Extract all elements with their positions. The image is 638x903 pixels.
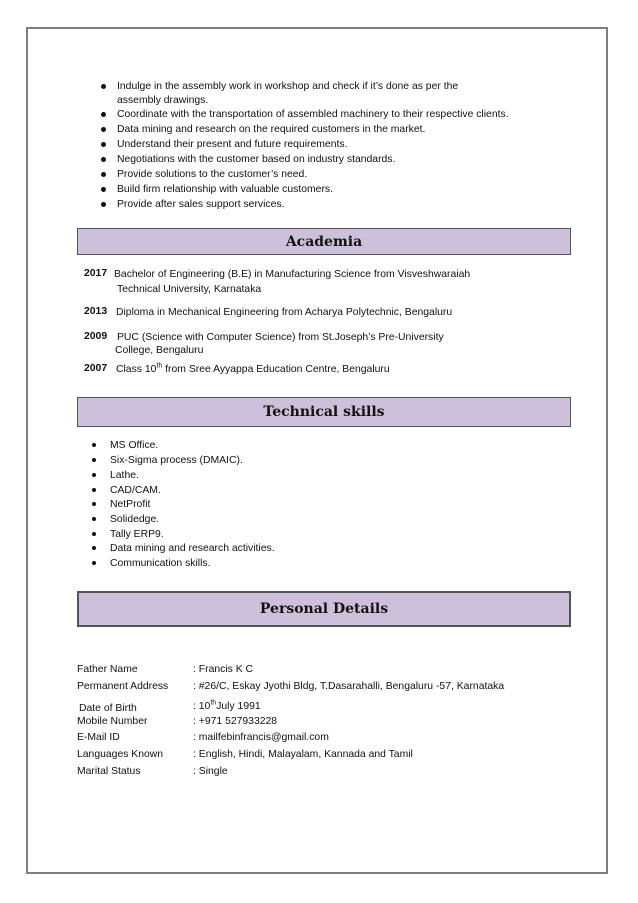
academia-year: 2017 — [84, 268, 108, 279]
bullet-icon — [101, 157, 106, 162]
academia-year: 2009 — [84, 331, 108, 342]
list-item: Understand their present and future requirements. — [117, 139, 348, 150]
bullet-icon — [92, 517, 96, 521]
list-item: Build firm relationship with valuable customers. — [117, 184, 333, 195]
list-item: Provide solutions to the customer’s need. — [117, 169, 308, 180]
academia-entry-continuation: College, Bengaluru — [115, 345, 204, 356]
superscript: th — [156, 362, 163, 370]
list-item: Data mining and research activities. — [110, 543, 275, 554]
list-item: CAD/CAM. — [110, 485, 161, 496]
list-item: NetProfit — [110, 499, 151, 510]
academia-entry: Bachelor of Engineering (B.E) in Manufacturing Science from Visveshwaraiah — [114, 269, 471, 280]
list-item: Negotiations with the customer based on industry standards. — [117, 154, 396, 165]
bullet-icon — [92, 488, 96, 492]
bullet-icon — [92, 546, 96, 550]
section-title: Technical skills — [263, 404, 385, 420]
list-item: Provide after sales support services. — [117, 199, 285, 210]
academia-entry-text: from Sree Ayyappa Education Centre, Bengaluru — [162, 364, 390, 375]
bullet-icon — [92, 473, 96, 477]
list-item: Communication skills. — [110, 558, 211, 569]
detail-value: : mailfebinfrancis@gmail.com — [193, 732, 329, 743]
academia-header — [77, 228, 571, 255]
bullet-icon — [92, 458, 96, 462]
personal-details-header — [77, 591, 571, 627]
academia-entry — [116, 363, 390, 376]
academia-entry-continuation: Technical University, Karnataka — [117, 284, 262, 295]
dob-text: : 10 — [193, 701, 211, 712]
academia-entry-text: Class 10 — [116, 364, 157, 375]
detail-label: Father Name — [77, 664, 138, 675]
bullet-icon — [101, 187, 106, 192]
bullet-icon — [101, 142, 106, 147]
academia-entry: PUC (Science with Computer Science) from St.Joseph’s Pre-University — [117, 332, 444, 343]
list-item: Six-Sigma process (DMAIC). — [110, 455, 243, 466]
list-item: Data mining and research on the required customers in the market. — [117, 124, 426, 135]
list-item: Lathe. — [110, 470, 139, 481]
bullet-icon — [92, 561, 96, 565]
detail-label: Mobile Number — [77, 716, 148, 727]
list-item: Tally ERP9. — [110, 529, 164, 540]
bullet-icon — [92, 502, 96, 506]
section-title: Academia — [285, 233, 363, 250]
detail-value: : Francis K C — [193, 664, 254, 675]
detail-value: : #26/C, Eskay Jyothi Bldg, T.Dasarahalli, Bengaluru -57, Karnataka — [193, 681, 505, 692]
dob-text: July 1991 — [216, 701, 261, 712]
section-title: Personal Details — [259, 601, 389, 617]
detail-label: E-Mail ID — [77, 732, 120, 743]
detail-value: : +971 527933228 — [193, 716, 278, 727]
technical-skills-header — [77, 397, 571, 427]
detail-value: : Single — [193, 766, 228, 777]
list-item: MS Office. — [110, 440, 159, 451]
detail-label: Marital Status — [77, 766, 141, 777]
detail-value — [193, 700, 261, 713]
superscript: th — [210, 699, 217, 707]
list-item: Coordinate with the transportation of assembled machinery to their respective clients. — [117, 109, 509, 120]
list-item-continuation: assembly drawings. — [117, 95, 209, 106]
list-item: Solidedge. — [110, 514, 160, 525]
bullet-icon — [101, 112, 106, 117]
academia-year: 2007 — [84, 363, 108, 374]
bullet-icon — [101, 127, 106, 132]
list-item: Indulge in the assembly work in workshop and check if it’s done as per the — [117, 81, 459, 92]
academia-entry: Diploma in Mechanical Engineering from Acharya Polytechnic, Bengaluru — [116, 307, 453, 318]
academia-year: 2013 — [84, 306, 108, 317]
bullet-icon — [101, 84, 106, 89]
bullet-icon — [101, 202, 106, 207]
detail-label: Date of Birth — [79, 703, 137, 714]
detail-value: : English, Hindi, Malayalam, Kannada and Tamil — [193, 749, 413, 760]
bullet-icon — [92, 532, 96, 536]
bullet-icon — [101, 172, 106, 177]
bullet-icon — [92, 443, 96, 447]
detail-label: Permanent Address — [77, 681, 169, 692]
detail-label: Languages Known — [77, 749, 164, 760]
